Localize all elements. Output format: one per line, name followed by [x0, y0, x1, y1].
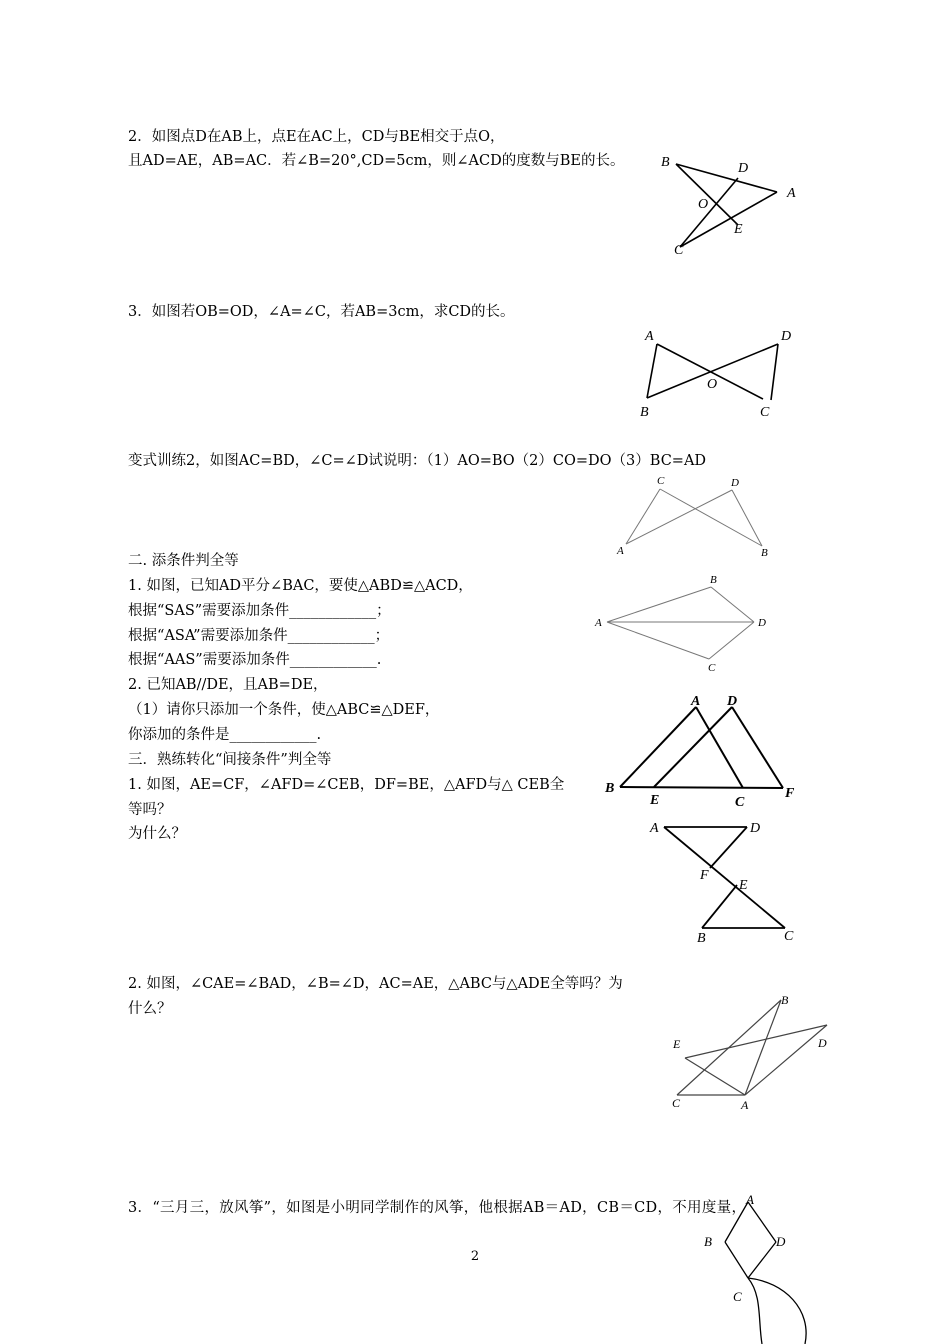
- label-A: A: [691, 694, 701, 709]
- figure-variant2: [612, 472, 782, 564]
- label-D: D: [776, 1234, 786, 1249]
- q3-line1: 3．如图若OB=OD，∠A=∠C，若AB=3cm，求CD的长。: [128, 304, 515, 320]
- label-C: C: [708, 662, 716, 674]
- label-D: D: [727, 694, 738, 709]
- s3-p2-line2: 什么？: [128, 1001, 172, 1017]
- label-B: B: [781, 993, 789, 1007]
- s3-p1-line1: 1. 如图，AE=CF，∠AFD=∠CEB，DF=BE，△AFD与△ CEB全: [128, 777, 565, 793]
- label-B: B: [710, 574, 717, 586]
- label-B: B: [661, 155, 670, 170]
- section2-heading: 二. 添条件判全等: [128, 553, 239, 569]
- label-A: A: [617, 545, 624, 557]
- s3-p3-line1: 3．“三月三，放风筝”，如图是小明同学制作的风筝，他根据AB＝AD，CB＝CD，不用度量，: [128, 1200, 747, 1216]
- label-A: A: [650, 821, 659, 836]
- label-A: A: [787, 186, 796, 201]
- label-D: D: [781, 329, 792, 344]
- figure-s3-2: [665, 990, 840, 1115]
- figure-q2: [655, 150, 805, 260]
- label-B: B: [640, 405, 649, 420]
- label-C: C: [657, 475, 665, 487]
- label-O: O: [707, 377, 718, 392]
- label-E: E: [673, 1037, 681, 1051]
- label-C: C: [733, 1289, 742, 1304]
- s2-p1-line1: 1. 如图，已知AD平分∠BAC，要使△ABD≌△ACD，: [128, 578, 473, 594]
- variant2-line1: 变式训练2，如图AC=BD，∠C=∠D试说明：（1）AO=BO（2）CO=DO（3）BC=AD: [128, 453, 707, 469]
- label-B: B: [761, 547, 768, 559]
- s3-p1-line3: 为什么？: [128, 826, 186, 842]
- section3-heading: 三．熟练转化“间接条件”判全等: [128, 752, 332, 768]
- figure-q3: [635, 322, 800, 422]
- label-O: O: [698, 197, 709, 212]
- label-D: D: [731, 477, 739, 489]
- label-E: E: [734, 222, 743, 237]
- page-number: 2: [470, 1249, 480, 1264]
- figure-s2-1: [592, 570, 777, 675]
- label-D: D: [738, 161, 749, 176]
- s3-p2-line1: 2. 如图，∠CAE=∠BAD，∠B=∠D，AC=AE，△ABC与△ADE全等吗？为: [128, 976, 623, 992]
- label-C: C: [735, 795, 745, 810]
- figure-s3-1: [645, 812, 805, 947]
- s3-p1-line2: 等吗？: [128, 802, 172, 818]
- label-F: F: [785, 786, 795, 801]
- label-F: F: [700, 868, 709, 883]
- label-C: C: [784, 929, 794, 944]
- s2-p1-sas: 根据“SAS”需要添加条件____________；: [128, 603, 391, 619]
- s2-p1-asa: 根据“ASA”需要添加条件____________；: [128, 628, 390, 644]
- label-A: A: [746, 1192, 754, 1207]
- label-A: A: [595, 617, 602, 629]
- q2-line1: 2．如图点D在AB上，点E在AC上，CD与BE相交于点O，: [128, 129, 505, 145]
- label-E: E: [650, 793, 660, 808]
- label-C: C: [672, 1096, 681, 1110]
- label-D: D: [818, 1036, 827, 1050]
- s2-p2-line1: 2. 已知AB//DE，且AB=DE，: [128, 677, 328, 693]
- label-B: B: [697, 931, 706, 946]
- label-D: D: [758, 617, 766, 629]
- label-C: C: [760, 405, 770, 420]
- label-B: B: [605, 781, 615, 796]
- label-E: E: [739, 878, 748, 893]
- label-A: A: [645, 329, 654, 344]
- label-D: D: [750, 821, 761, 836]
- figure-s3-3: [700, 1190, 820, 1344]
- s2-p1-aas: 根据“AAS”需要添加条件____________.: [128, 652, 382, 668]
- s2-p2-line2: （1）请你只添加一个条件，使△ABC≌△DEF，: [128, 702, 440, 718]
- label-C: C: [674, 243, 684, 258]
- label-A: A: [741, 1098, 749, 1112]
- s2-p2-line3: 你添加的条件是____________.: [128, 727, 322, 743]
- figure-s2-2: [600, 690, 805, 810]
- q2-line2: 且AD=AE，AB=AC．若∠B=20°,CD=5cm，则∠ACD的度数与BE的长。: [128, 153, 625, 169]
- label-B: B: [704, 1234, 712, 1249]
